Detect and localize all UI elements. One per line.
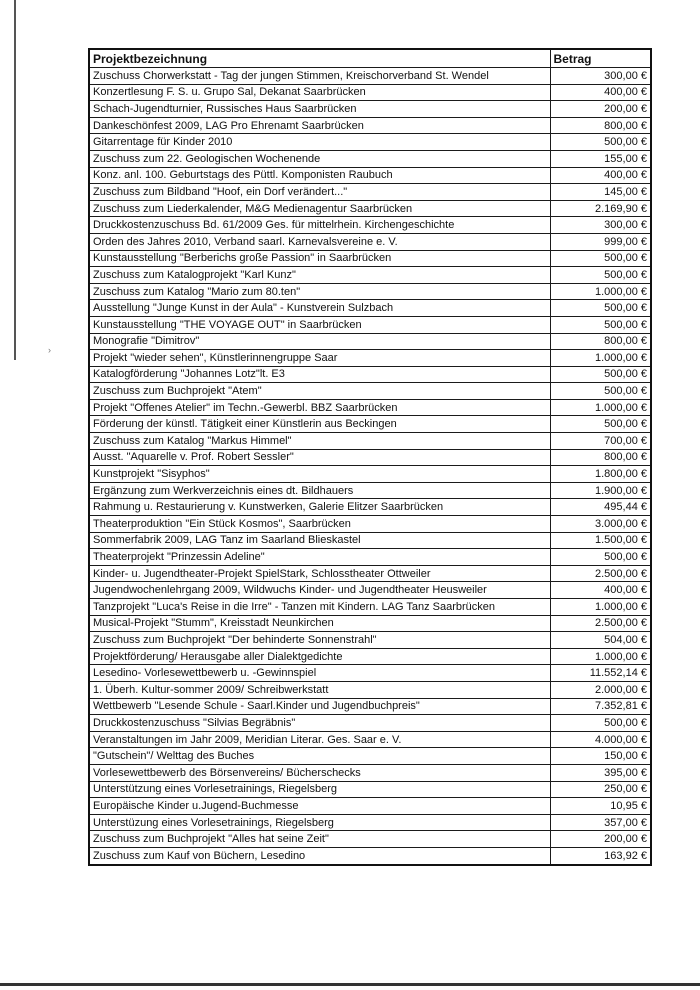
amount-cell: 400,00 € — [550, 167, 651, 184]
table-row — [89, 748, 651, 765]
amount-cell: 800,00 € — [550, 449, 651, 466]
amount-cell: 999,00 € — [550, 233, 651, 250]
amount-cell: 1.900,00 € — [550, 482, 651, 499]
project-name-cell: Zuschuss zum Bildband "Hoof, ein Dorf verändert..." — [89, 184, 550, 201]
project-name-cell: Theaterprojekt "Prinzessin Adeline" — [89, 549, 550, 566]
table-row — [89, 200, 651, 217]
amount-cell: 200,00 € — [550, 831, 651, 848]
table-row — [89, 499, 651, 516]
amount-cell: 395,00 € — [550, 764, 651, 781]
table-row — [89, 134, 651, 151]
header-project-name: Projektbezeichnung — [89, 49, 550, 68]
amount-cell: 800,00 € — [550, 333, 651, 350]
amount-cell: 155,00 € — [550, 150, 651, 167]
table-row — [89, 549, 651, 566]
amount-cell: 700,00 € — [550, 433, 651, 450]
amount-cell: 1.000,00 € — [550, 350, 651, 367]
amount-cell: 250,00 € — [550, 781, 651, 798]
project-name-cell: Kunstausstellung "Berberichs große Passion" in Saarbrücken — [89, 250, 550, 267]
scan-bottom-edge — [0, 983, 700, 986]
amount-cell: 300,00 € — [550, 217, 651, 234]
project-name-cell: Unterstüzung eines Vorlesetrainings, Riegelsberg — [89, 814, 550, 831]
amount-cell: 2.500,00 € — [550, 615, 651, 632]
amount-cell: 500,00 € — [550, 316, 651, 333]
amount-cell: 800,00 € — [550, 117, 651, 134]
project-name-cell: Förderung der künstl. Tätigkeit einer Künstlerin aus Beckingen — [89, 416, 550, 433]
table-row — [89, 599, 651, 616]
amount-cell: 145,00 € — [550, 184, 651, 201]
amount-cell: 7.352,81 € — [550, 698, 651, 715]
header-amount: Betrag — [550, 49, 651, 68]
table-row — [89, 831, 651, 848]
amount-cell: 500,00 € — [550, 267, 651, 284]
project-name-cell: Zuschuss zum Katalog "Markus Himmel" — [89, 433, 550, 450]
table-row — [89, 283, 651, 300]
amount-cell: 200,00 € — [550, 101, 651, 118]
project-name-cell: Europäische Kinder u.Jugend-Buchmesse — [89, 798, 550, 815]
table-row — [89, 233, 651, 250]
project-name-cell: Wettbewerb "Lesende Schule - Saarl.Kinder und Jugendbuchpreis" — [89, 698, 550, 715]
table-row — [89, 565, 651, 582]
project-name-cell: Konzertlesung F. S. u. Grupo Sal, Dekanat Saarbrücken — [89, 84, 550, 101]
scan-margin-mark: › — [48, 345, 51, 355]
table-row — [89, 764, 651, 781]
project-name-cell: Jugendwochenlehrgang 2009, Wildwuchs Kinder- und Jugendtheater Heusweiler — [89, 582, 550, 599]
amount-cell: 1.800,00 € — [550, 466, 651, 483]
project-name-cell: Zuschuss zum Buchprojekt "Der behinderte Sonnenstrahl" — [89, 632, 550, 649]
project-name-cell: Zuschuss zum Katalog "Mario zum 80.ten" — [89, 283, 550, 300]
amount-cell: 2.500,00 € — [550, 565, 651, 582]
project-name-cell: Tanzprojekt "Luca's Reise in die Irre" - Tanzen mit Kindern. LAG Tanz Saarbrücken — [89, 599, 550, 616]
table-row — [89, 184, 651, 201]
amount-cell: 1.000,00 € — [550, 648, 651, 665]
project-name-cell: Druckkostenzuschuss Bd. 61/2009 Ges. für mittelrhein. Kirchengeschichte — [89, 217, 550, 234]
table-header-row — [89, 49, 651, 68]
scan-margin-rule — [14, 0, 16, 360]
amount-cell: 1.500,00 € — [550, 532, 651, 549]
amount-cell: 1.000,00 € — [550, 399, 651, 416]
project-name-cell: Druckkostenzuschuss "Silvias Begräbnis" — [89, 715, 550, 732]
project-name-cell: Katalogförderung "Johannes Lotz"lt. E3 — [89, 366, 550, 383]
amount-cell: 500,00 € — [550, 250, 651, 267]
table-row — [89, 482, 651, 499]
amount-cell: 3.000,00 € — [550, 516, 651, 533]
amount-cell: 504,00 € — [550, 632, 651, 649]
project-name-cell: Kunstausstellung "THE VOYAGE OUT" in Saarbrücken — [89, 316, 550, 333]
table-row — [89, 665, 651, 682]
project-name-cell: Ergänzung zum Werkverzeichnis eines dt. Bildhauers — [89, 482, 550, 499]
table-row — [89, 399, 651, 416]
table-row — [89, 167, 651, 184]
project-name-cell: Ausst. "Aquarelle v. Prof. Robert Sessler" — [89, 449, 550, 466]
amount-cell: 1.000,00 € — [550, 283, 651, 300]
amount-cell: 163,92 € — [550, 847, 651, 864]
amount-cell: 1.000,00 € — [550, 599, 651, 616]
amount-cell: 500,00 € — [550, 715, 651, 732]
amount-cell: 2.000,00 € — [550, 681, 651, 698]
table-row — [89, 798, 651, 815]
amount-cell: 2.169,90 € — [550, 200, 651, 217]
table-row — [89, 217, 651, 234]
amount-cell: 150,00 € — [550, 748, 651, 765]
amount-cell: 400,00 € — [550, 582, 651, 599]
table-body — [89, 68, 651, 865]
table-row — [89, 383, 651, 400]
amount-cell: 500,00 € — [550, 134, 651, 151]
table-row — [89, 300, 651, 317]
project-name-cell: Monografie "Dimitrov" — [89, 333, 550, 350]
amount-cell: 500,00 € — [550, 416, 651, 433]
project-name-cell: Zuschuss Chorwerkstatt - Tag der jungen Stimmen, Kreischorverband St. Wendel — [89, 68, 550, 85]
project-name-cell: Musical-Projekt "Stumm", Kreisstadt Neunkirchen — [89, 615, 550, 632]
table-row — [89, 117, 651, 134]
project-name-cell: Ausstellung "Junge Kunst in der Aula" - Kunstverein Sulzbach — [89, 300, 550, 317]
project-name-cell: Konz. anl. 100. Geburtstags des Püttl. Komponisten Raubuch — [89, 167, 550, 184]
project-name-cell: Gitarrentage für Kinder 2010 — [89, 134, 550, 151]
table-row — [89, 150, 651, 167]
table-row — [89, 84, 651, 101]
project-name-cell: Kunstprojekt "Sisyphos" — [89, 466, 550, 483]
amount-cell: 500,00 € — [550, 300, 651, 317]
project-name-cell: 1. Überh. Kultur-sommer 2009/ Schreibwerkstatt — [89, 681, 550, 698]
table-row — [89, 648, 651, 665]
table-row — [89, 814, 651, 831]
amount-cell: 400,00 € — [550, 84, 651, 101]
project-name-cell: "Gutschein"/ Welttag des Buches — [89, 748, 550, 765]
amount-cell: 500,00 € — [550, 366, 651, 383]
project-name-cell: Orden des Jahres 2010, Verband saarl. Karnevalsvereine e. V. — [89, 233, 550, 250]
project-name-cell: Unterstützung eines Vorlesetrainings, Riegelsberg — [89, 781, 550, 798]
table-row — [89, 350, 651, 367]
project-name-cell: Sommerfabrik 2009, LAG Tanz im Saarland Blieskastel — [89, 532, 550, 549]
project-name-cell: Theaterproduktion "Ein Stück Kosmos", Saarbrücken — [89, 516, 550, 533]
table-row — [89, 847, 651, 864]
table-row — [89, 466, 651, 483]
amount-cell: 357,00 € — [550, 814, 651, 831]
project-name-cell: Projekt "wieder sehen", Künstlerinnengruppe Saar — [89, 350, 550, 367]
table-row — [89, 101, 651, 118]
project-name-cell: Projekt "Offenes Atelier" im Techn.-Gewerbl. BBZ Saarbrücken — [89, 399, 550, 416]
table-row — [89, 582, 651, 599]
table-row — [89, 433, 651, 450]
table-row — [89, 316, 651, 333]
table-row — [89, 615, 651, 632]
table-row — [89, 267, 651, 284]
funding-table — [88, 48, 652, 866]
project-name-cell: Zuschuss zum Liederkalender, M&G Medienagentur Saarbrücken — [89, 200, 550, 217]
table-row — [89, 532, 651, 549]
amount-cell: 500,00 € — [550, 549, 651, 566]
amount-cell: 300,00 € — [550, 68, 651, 85]
project-name-cell: Veranstaltungen im Jahr 2009, Meridian Literar. Ges. Saar e. V. — [89, 731, 550, 748]
project-name-cell: Dankeschönfest 2009, LAG Pro Ehrenamt Saarbrücken — [89, 117, 550, 134]
project-name-cell: Lesedino- Vorlesewettbewerb u. -Gewinnspiel — [89, 665, 550, 682]
table-row — [89, 632, 651, 649]
project-name-cell: Zuschuss zum 22. Geologischen Wochenende — [89, 150, 550, 167]
project-name-cell: Zuschuss zum Kauf von Büchern, Lesedino — [89, 847, 550, 864]
amount-cell: 495,44 € — [550, 499, 651, 516]
amount-cell: 500,00 € — [550, 383, 651, 400]
table-row — [89, 68, 651, 85]
table-row — [89, 715, 651, 732]
table-row — [89, 449, 651, 466]
project-name-cell: Schach-Jugendturnier, Russisches Haus Saarbrücken — [89, 101, 550, 118]
table-row — [89, 698, 651, 715]
amount-cell: 11.552,14 € — [550, 665, 651, 682]
project-name-cell: Kinder- u. Jugendtheater-Projekt SpielStark, Schlosstheater Ottweiler — [89, 565, 550, 582]
project-name-cell: Zuschuss zum Buchprojekt "Atem" — [89, 383, 550, 400]
table-row — [89, 416, 651, 433]
amount-cell: 4.000,00 € — [550, 731, 651, 748]
table-row — [89, 250, 651, 267]
project-name-cell: Zuschuss zum Buchprojekt "Alles hat seine Zeit" — [89, 831, 550, 848]
project-name-cell: Zuschuss zum Katalogprojekt "Karl Kunz" — [89, 267, 550, 284]
table-row — [89, 516, 651, 533]
table-row — [89, 781, 651, 798]
table-row — [89, 731, 651, 748]
table-row — [89, 681, 651, 698]
table-row — [89, 366, 651, 383]
amount-cell: 10,95 € — [550, 798, 651, 815]
table-row — [89, 333, 651, 350]
project-name-cell: Vorlesewettbewerb des Börsenvereins/ Bücherschecks — [89, 764, 550, 781]
project-name-cell: Rahmung u. Restaurierung v. Kunstwerken, Galerie Elitzer Saarbrücken — [89, 499, 550, 516]
project-name-cell: Projektförderung/ Herausgabe aller Dialektgedichte — [89, 648, 550, 665]
